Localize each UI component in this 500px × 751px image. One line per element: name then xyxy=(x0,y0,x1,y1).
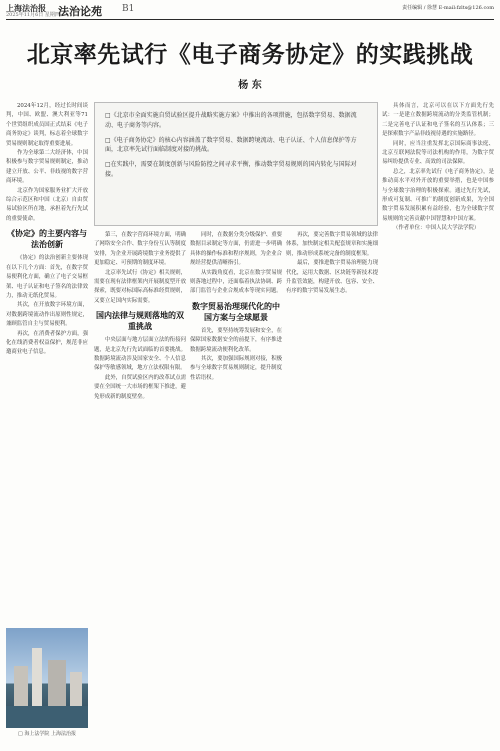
article-headline: 北京率先试行《电子商务协定》的实践挑战 xyxy=(26,41,474,68)
column-5 xyxy=(382,102,494,744)
summary-box xyxy=(94,102,378,226)
summary-item: □在实践中，需要在制度创新与风险防控之间寻求平衡，推动数字贸易规则的国内转化与国际对接。 xyxy=(105,161,357,178)
paragraph: 《协定》的法治创新主要体现在以下几个方面：首先，在数字贸易便利化方面，确立了电子交易框架、电子认证和电子签名的法律效力，推动无纸化贸易。 xyxy=(6,255,88,299)
paragraph: 同时，在数据分类分级保护、重要数据目录制定等方面，仍需进一步明确具体的操作标准和程序规则，为企业合规经营提供清晰指引。 xyxy=(190,232,282,267)
newspaper-brand: 上海法治报 xyxy=(6,3,46,13)
paragraph: 中央层面与地方层面立法的衔接问题，是北京先行先试面临的首要挑战。数据跨境流动涉及国家安全、个人信息保护等敏感领域，地方立法权限有限。 xyxy=(94,337,186,372)
paragraph: 第三，在数字营商环境方面，明确了网络安全合作、数字身份互认等制度安排，为企业开展跨境数字业务提供了更加稳定、可预期的制度环境。 xyxy=(94,232,186,267)
building-photo xyxy=(6,628,88,728)
subheading: 数字贸易治理现代化的中国方案与全球愿景 xyxy=(192,300,280,322)
column-1 xyxy=(6,102,88,624)
author-affiliation: （作者单位：中国人民大学法学院） xyxy=(393,225,480,232)
article-author: 杨 东 xyxy=(238,80,262,91)
section-title: 法治论苑 xyxy=(58,5,102,18)
paragraph: 再次，要完善数字贸易领域的法律体系，加快制定相关配套规章和实施细则，推动形成系统完备的制度框架。 xyxy=(286,232,378,257)
photo-caption: □ 海上法学院 上海法治报 xyxy=(18,731,76,737)
paragraph: 从实践角度看，北京在数字贸易规则落地过程中，还面临着执法协调、跨部门监管与企业合规成本等现实问题。 xyxy=(190,269,282,295)
paragraph: 总之，北京率先试行《电子商务协定》，是推动高水平对外开放的重要举措，也是中国参与全球数字治理的积极探索。通过先行先试，形成可复制、可推广的制度创新成果，为全国数字贸易发展积累有益经验，也为全球数字贸易规则的完善贡献中国智慧和中国方案。 xyxy=(382,168,494,222)
paragraph: 此外，自贸试验区内的改革试点需要在全国统一大市场的框架下推进，避免形成新的制度壁垒。 xyxy=(94,374,186,400)
paragraph: 再次，在消费者保护方面，强化在线消费者权益保护，规范非应邀商业电子信息。 xyxy=(6,330,88,356)
paragraph: 同时，应当注重发挥北京国际商事法庭、北京互联网法院等司法机构的作用，为数字贸易纠纷提供专业、高效的司法保障。 xyxy=(382,140,494,166)
issue-date: 2025年11月6日 星期四 xyxy=(6,12,60,18)
paragraph: 作为全球第二大经济体，中国积极参与数字贸易规则制定，推动建立开放、公平、非歧视的数字营商环境。 xyxy=(6,150,88,185)
subheading: 国内法律与规则落地的双重挑战 xyxy=(96,310,184,332)
summary-item: □《北京市全面实施自贸试验区提升战略实施方案》中推出的各项措施，包括数字贸易、数据流动、电子商务等内容。 xyxy=(105,112,357,129)
column-3 xyxy=(190,231,282,743)
paragraph: 具体而言，北京可以在以下方面先行先试：一是建立数据跨境流动的分类监管机制；二是完善电子认证和电子签名的互认体系；三是探索数字产品非歧视待遇的实施路径。 xyxy=(382,103,494,138)
column-4 xyxy=(286,231,378,743)
editor-info: 责任编辑 / 徐慧 E-mail:fzlts@126.com xyxy=(402,5,494,11)
header-rule xyxy=(6,19,494,20)
page-number: B1 xyxy=(122,4,135,14)
paragraph: 其次，要加强国际规则对接，积极参与全球数字贸易规则制定，提升制度性话语权。 xyxy=(190,356,282,381)
paragraph: 其次，在开放数字环境方面，对数据跨境流动作出原则性规定，兼顾监管自主与贸易便利。 xyxy=(6,302,88,328)
paragraph: 最后，要推进数字贸易治理能力现代化，运用大数据、区块链等新技术提升监管效能，构建开放、包容、安全、有序的数字贸易发展生态。 xyxy=(286,260,378,295)
masthead-bar xyxy=(0,0,500,20)
paragraph: 首先，要坚持统筹发展和安全，在保障国家数据安全的前提下，有序推进数据跨境流动便利化改革。 xyxy=(190,327,282,353)
paragraph: 北京作为国家服务业扩大开放综合示范区和中国（北京）自由贸易试验区所在地，承担着先行先试的重要使命。 xyxy=(6,187,88,222)
paragraph: 2024年12月，经过长时间谈判，中国、欧盟、澳大利亚等71个世贸组织成员国正式结束《电子商务协定》谈判，标志着全球数字贸易规则制定取得重要进展。 xyxy=(6,103,88,147)
column-2 xyxy=(94,231,186,743)
subheading: 《协定》的主要内容与法治创新 xyxy=(7,228,87,250)
paragraph: 北京率先试行《协定》相关规则，需要在现有法律框架内开展制度型开放探索，既要对标国际高标准经贸规则，又要立足国内实际需要。 xyxy=(94,269,186,304)
summary-item: □《电子商务协定》的核心内容涵盖了数字贸易、数据跨境流动、电子认证、个人信息保护等方面，北京率先试行面临制度对接的挑战。 xyxy=(105,136,357,154)
